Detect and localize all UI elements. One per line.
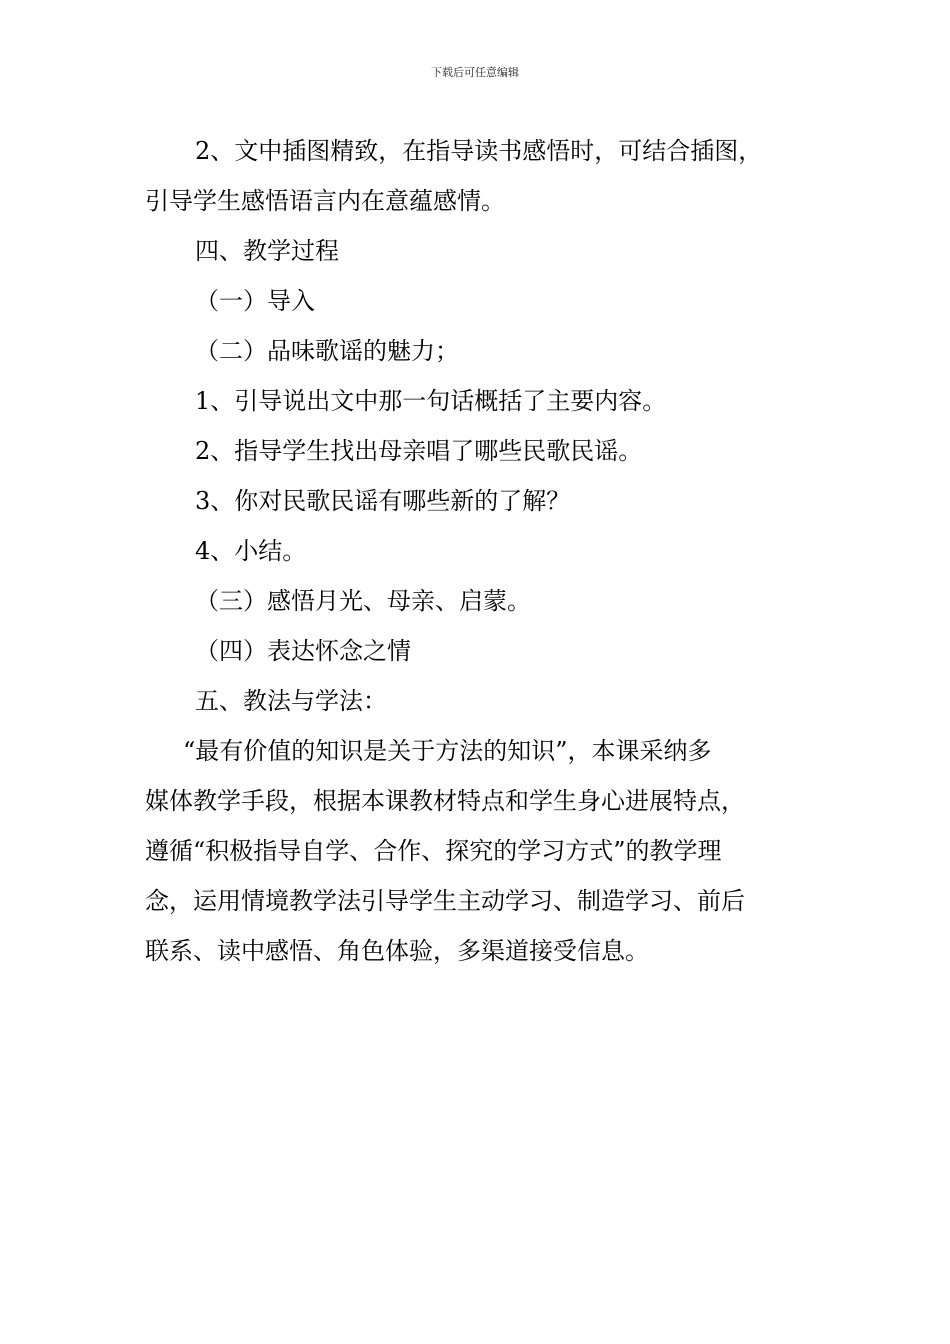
list-item: 3、你对民歌民谣有哪些新的了解？ xyxy=(195,487,571,515)
subsection-heading: （一）导入 xyxy=(195,287,315,315)
paragraph-line: 联系、读中感悟、角色体验，多渠道接受信息。 xyxy=(145,937,649,965)
page-header: 下载后可任意编辑 xyxy=(431,66,519,79)
document-body xyxy=(145,126,810,976)
paragraph-line: 念，运用情境教学法引导学生主动学习、制造学习、前后 xyxy=(145,887,745,915)
text-line: 2、文中插图精致，在指导读书感悟时，可结合插图， xyxy=(195,137,763,165)
subsection-heading: （四）表达怀念之情 xyxy=(195,637,411,665)
paragraph-line: “最有价值的知识是关于方法的知识”，本课采纳多 xyxy=(183,737,712,765)
section-heading: 四、教学过程 xyxy=(195,237,339,265)
list-item: 1、引导说出文中那一句话概括了主要内容。 xyxy=(195,387,667,415)
text-line: 引导学生感悟语言内在意蕴感情。 xyxy=(145,187,505,215)
body-paragraph xyxy=(145,726,810,976)
subsection-heading: （二）品味歌谣的魅力； xyxy=(195,337,459,365)
list-item: 2、指导学生找出母亲唱了哪些民歌民谣。 xyxy=(195,437,643,465)
list-item: 4、小结。 xyxy=(195,537,307,565)
section-heading: 五、教法与学法： xyxy=(195,687,387,715)
paragraph-line: 遵循“积极指导自学、合作、探究的学习方式”的教学理 xyxy=(145,837,722,865)
subsection-heading: （三）感悟月光、母亲、启蒙。 xyxy=(195,587,531,615)
paragraph-line: 媒体教学手段，根据本课教材特点和学生身心进展特点， xyxy=(145,787,745,815)
